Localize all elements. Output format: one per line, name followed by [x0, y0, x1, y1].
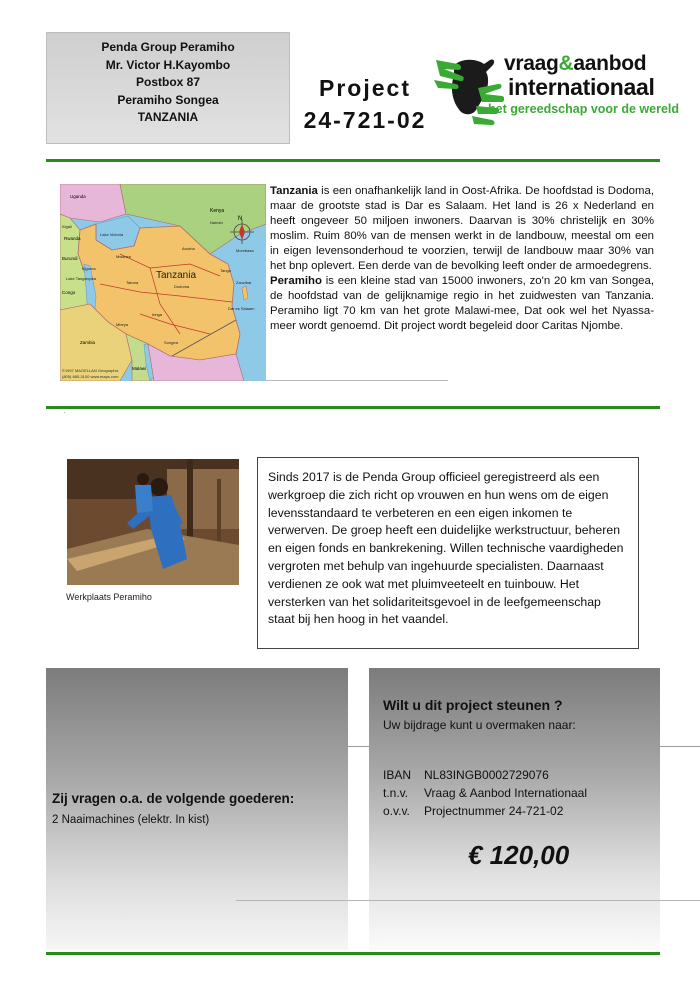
project-number: 24-721-02	[303, 107, 427, 133]
address-box	[46, 32, 290, 144]
map-place-dodoma: Dodoma	[174, 284, 190, 289]
logo-line-1	[504, 52, 646, 76]
logo-tagline: het gereedschap voor de wereld	[488, 102, 680, 116]
map-place-lake-tanganyika: Lake Tanganyika	[66, 276, 96, 281]
goods-panel	[46, 668, 348, 950]
map-congo-label: Congo	[62, 290, 76, 295]
map-place-mwanza: Mwanza	[116, 254, 131, 259]
map-malawi-label: Malawi	[132, 366, 147, 371]
tnv-row	[383, 786, 587, 800]
map-underline	[266, 380, 448, 381]
map-uganda-label: Uganda	[70, 194, 86, 199]
map-place-nairobi: Nairobi	[210, 220, 223, 225]
intro-text-peramiho: is een kleine stad van 15000 inwoners, zo'n 20 km van Songea, de hoofdstad van de gelijknamige regio in het zuidwesten van Tanzania. Peramiho ligt 70 km van het grote Malawi-mee, Dat ook wel het Nyassa-meer wordt genoemd. Dit project wordt begeleid door Caritas Njombe.	[270, 275, 654, 332]
address-org: Penda Group Peramiho	[101, 40, 235, 54]
address-country: TANZANIA	[137, 110, 199, 124]
map-phone: (805) 685-3100 www.maps.com	[62, 374, 119, 379]
intro-paragraph-tanzania	[270, 184, 654, 274]
map-kenya-label: Kenya	[210, 208, 225, 214]
map-country-label: Tanzania	[156, 270, 197, 281]
map-place-zanzibar: Zanzibar	[236, 280, 252, 285]
goods-item: 2 Naaimachines (elektr. In kist)	[52, 814, 210, 826]
tnv-value: Vraag & Aanbod Internationaal	[424, 786, 588, 800]
intro-bold-tanzania: Tanzania	[270, 185, 318, 197]
address-city: Peramiho Songea	[117, 92, 219, 107]
intro-text-tanzania: is een onafhankelijk land in Oost-Afrika. De hoofdstad is Dodoma, maar de grootste stad is Dar es Salaam. Het land is 26 x Nederland en heeft ongeveer 50 miljoen inwoners. Daarvan is 30% christelijk en 30% moslim. Ruim 80% van de mensen werkt in de landbouw, meestal om een in eigen levensonderhoud te voorzien, terwijl de landbouw maar 30% van het bnp oplevert. Een derde van de bevolking leeft onder de armoedegrens.	[270, 185, 654, 272]
intro-bold-peramiho: Peramiho	[270, 275, 322, 287]
map-place-tanga: Tanga	[220, 268, 231, 273]
project-label: Project	[319, 75, 411, 101]
iban-row	[383, 768, 549, 782]
map-zambia-label: Zambia	[80, 340, 96, 345]
tnv-label: t.n.v.	[383, 786, 409, 800]
logo-word-internationaal: internationaal	[508, 74, 655, 100]
panel-line-upper	[228, 746, 700, 747]
map-place-mbeya: Mbeya	[116, 322, 129, 327]
logo-ampersand: &	[558, 52, 574, 75]
workshop-photo	[67, 459, 239, 585]
map-burundi-label: Burundi	[62, 256, 78, 261]
ovv-label: o.v.v.	[383, 804, 410, 818]
intro-paragraph-peramiho	[270, 274, 654, 334]
ovv-value: Projectnummer 24-721-02	[424, 804, 564, 818]
map-place-dar-es-salaam: Dar es Salaam	[228, 306, 255, 311]
support-heading: Wilt u dit project steunen ?	[383, 697, 563, 713]
map-place-kigali: Kigali	[62, 224, 72, 229]
divider-top	[46, 159, 660, 162]
map-copyright: ©1997 MAGELLAN Geographix	[62, 368, 119, 373]
panel-line-lower	[236, 900, 700, 901]
map-graphic	[60, 184, 266, 381]
ovv-row	[383, 804, 563, 818]
workshop-photo-graphic	[67, 459, 239, 585]
address-postbox: Postbox 87	[135, 75, 201, 89]
map-place-mombasa: Mombasa	[236, 248, 254, 253]
vraag-aanbod-logo	[432, 52, 680, 132]
map-place-arusha: Arusha	[182, 246, 195, 251]
project-title	[290, 72, 440, 136]
divider-bottom	[46, 952, 660, 955]
small-mark: '.	[62, 408, 66, 415]
photo-caption: Werkplaats Peramiho	[66, 592, 152, 602]
iban-label: IBAN	[383, 768, 412, 782]
map-compass-label: N	[238, 216, 243, 222]
hands-logo-icon	[432, 52, 504, 132]
address-contact: Mr. Victor H.Kayombo	[105, 57, 231, 72]
map-rwanda-label: Rwanda	[64, 236, 81, 241]
map-place-songea: Songea	[164, 340, 178, 345]
iban-value: NL83INGB0002729076	[424, 768, 549, 782]
support-subheading: Uw bijdrage kunt u overmaken naar:	[383, 718, 576, 732]
goods-heading: Zij vragen o.a. de volgende goederen:	[52, 791, 295, 806]
map-place-lake-victoria: Lake Victoria	[100, 232, 124, 237]
divider-middle	[46, 406, 660, 409]
donation-amount: € 120,00	[468, 840, 570, 870]
logo-word-vraag: vraag	[504, 52, 559, 75]
map-place-iringa: Iringa	[152, 312, 163, 317]
map-place-tabora: Tabora	[126, 280, 139, 285]
intro-text	[270, 184, 654, 334]
description-box: Sinds 2017 is de Penda Group officieel geregistreerd als een werkgroep die zich richt op vrouwen en hun wens om de eigen levensstandaard te verbeteren en een eigen inkomen te verwerven. De groep heeft een duidelijke werkstructuur, beheren en eigen fonds en bankrekening. Willen technische vaardigheden vergroten met behulp van ingehuurde specialisten. Daarnaast verdienen ze ook wat met pluimveeteelt en tuinbouw. Het versterken van het solidariteitsgevoel in de leefgemeenschap staat bij hen hoog in het vaandel.	[257, 457, 639, 649]
map-place-kigoma: Kigoma	[82, 266, 96, 271]
tanzania-map	[60, 184, 266, 381]
logo-word-aanbod: aanbod	[573, 52, 647, 75]
